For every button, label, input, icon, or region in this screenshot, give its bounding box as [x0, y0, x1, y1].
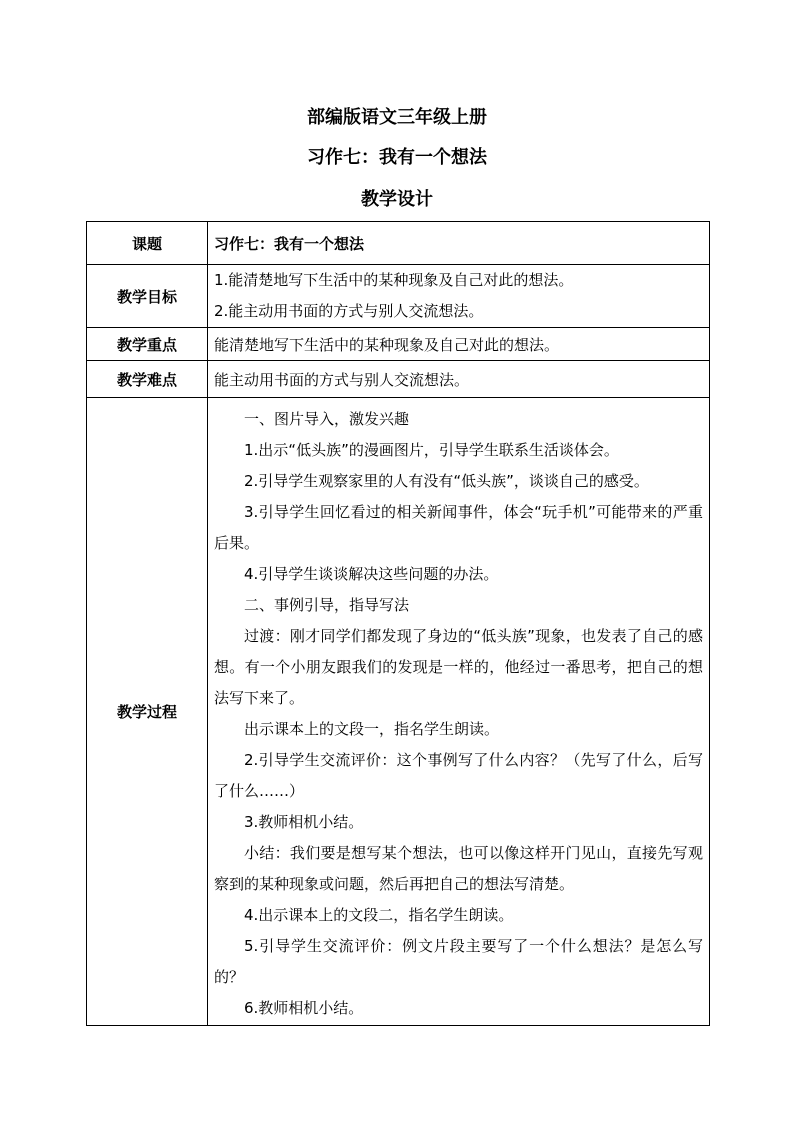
process-paragraphs	[214, 400, 703, 1024]
process-paragraph: 小结：我们要是想写某个想法，也可以像这样开门见山，直接先写观察到的某种现象或问题，然后再把自己的想法写清楚。	[214, 843, 703, 893]
process-paragraph: 5.引导学生交流评价：例文片段主要写了一个什么想法？是怎么写的？	[214, 936, 703, 986]
table-row-process	[87, 398, 710, 1026]
goal-item: 1.能清楚地写下生活中的某种现象及自己对此的想法。	[214, 271, 574, 289]
process-paragraph: 3.教师相机小结。	[244, 812, 364, 831]
goals-value	[208, 265, 710, 328]
topic-label: 课题	[87, 222, 208, 265]
process-paragraph: 6.教师相机小结。	[244, 998, 364, 1017]
lesson-title: 习作七：我有一个想法	[307, 147, 487, 168]
difficulties-label: 教学难点	[87, 361, 208, 398]
process-paragraph: 4.引导学生谈谈解决这些问题的办法。	[244, 564, 499, 583]
goal-item: 2.能主动用书面的方式与别人交流想法。	[214, 302, 484, 320]
key-points-label: 教学重点	[87, 328, 208, 361]
document-title: 部编版语文三年级上册	[307, 107, 487, 128]
process-paragraph: 出示课本上的文段一，指名学生朗读。	[244, 719, 500, 738]
document-subtitle: 教学设计	[361, 189, 433, 210]
lesson-plan-table	[86, 221, 710, 1026]
key-points-value: 能清楚地写下生活中的某种现象及自己对此的想法。	[208, 328, 710, 361]
process-paragraph: 2.引导学生交流评价：这个事例写了什么内容？（先写了什么，后写了什么……）	[214, 750, 703, 800]
process-paragraph: 二、事例引导，指导写法	[244, 595, 410, 614]
table-row-difficulties	[87, 361, 710, 398]
process-value	[208, 398, 710, 1026]
process-paragraph: 3.引导学生回忆看过的相关新闻事件，体会“玩手机”可能带来的严重后果。	[214, 502, 703, 552]
process-paragraph: 1.出示“低头族”的漫画图片，引导学生联系生活谈体会。	[244, 440, 619, 459]
difficulties-value: 能主动用书面的方式与别人交流想法。	[208, 361, 710, 398]
process-paragraph: 4.出示课本上的文段二，指名学生朗读。	[244, 905, 514, 924]
process-label: 教学过程	[87, 398, 208, 1026]
table-row-goals	[87, 265, 710, 328]
topic-value: 习作七：我有一个想法	[208, 222, 710, 265]
table-row-topic	[87, 222, 710, 265]
process-paragraph: 一、图片导入，激发兴趣	[244, 409, 410, 428]
process-paragraph: 过渡：刚才同学们都发现了身边的“低头族”现象，也发表了自己的感想。有一个小朋友跟我们的发现是一样的，他经过一番思考，把自己的想法写下来了。	[214, 626, 703, 707]
table-row-key-points	[87, 328, 710, 361]
process-paragraph: 2.引导学生观察家里的人有没有“低头族”，谈谈自己的感受。	[244, 471, 649, 490]
goals-label: 教学目标	[87, 265, 208, 328]
